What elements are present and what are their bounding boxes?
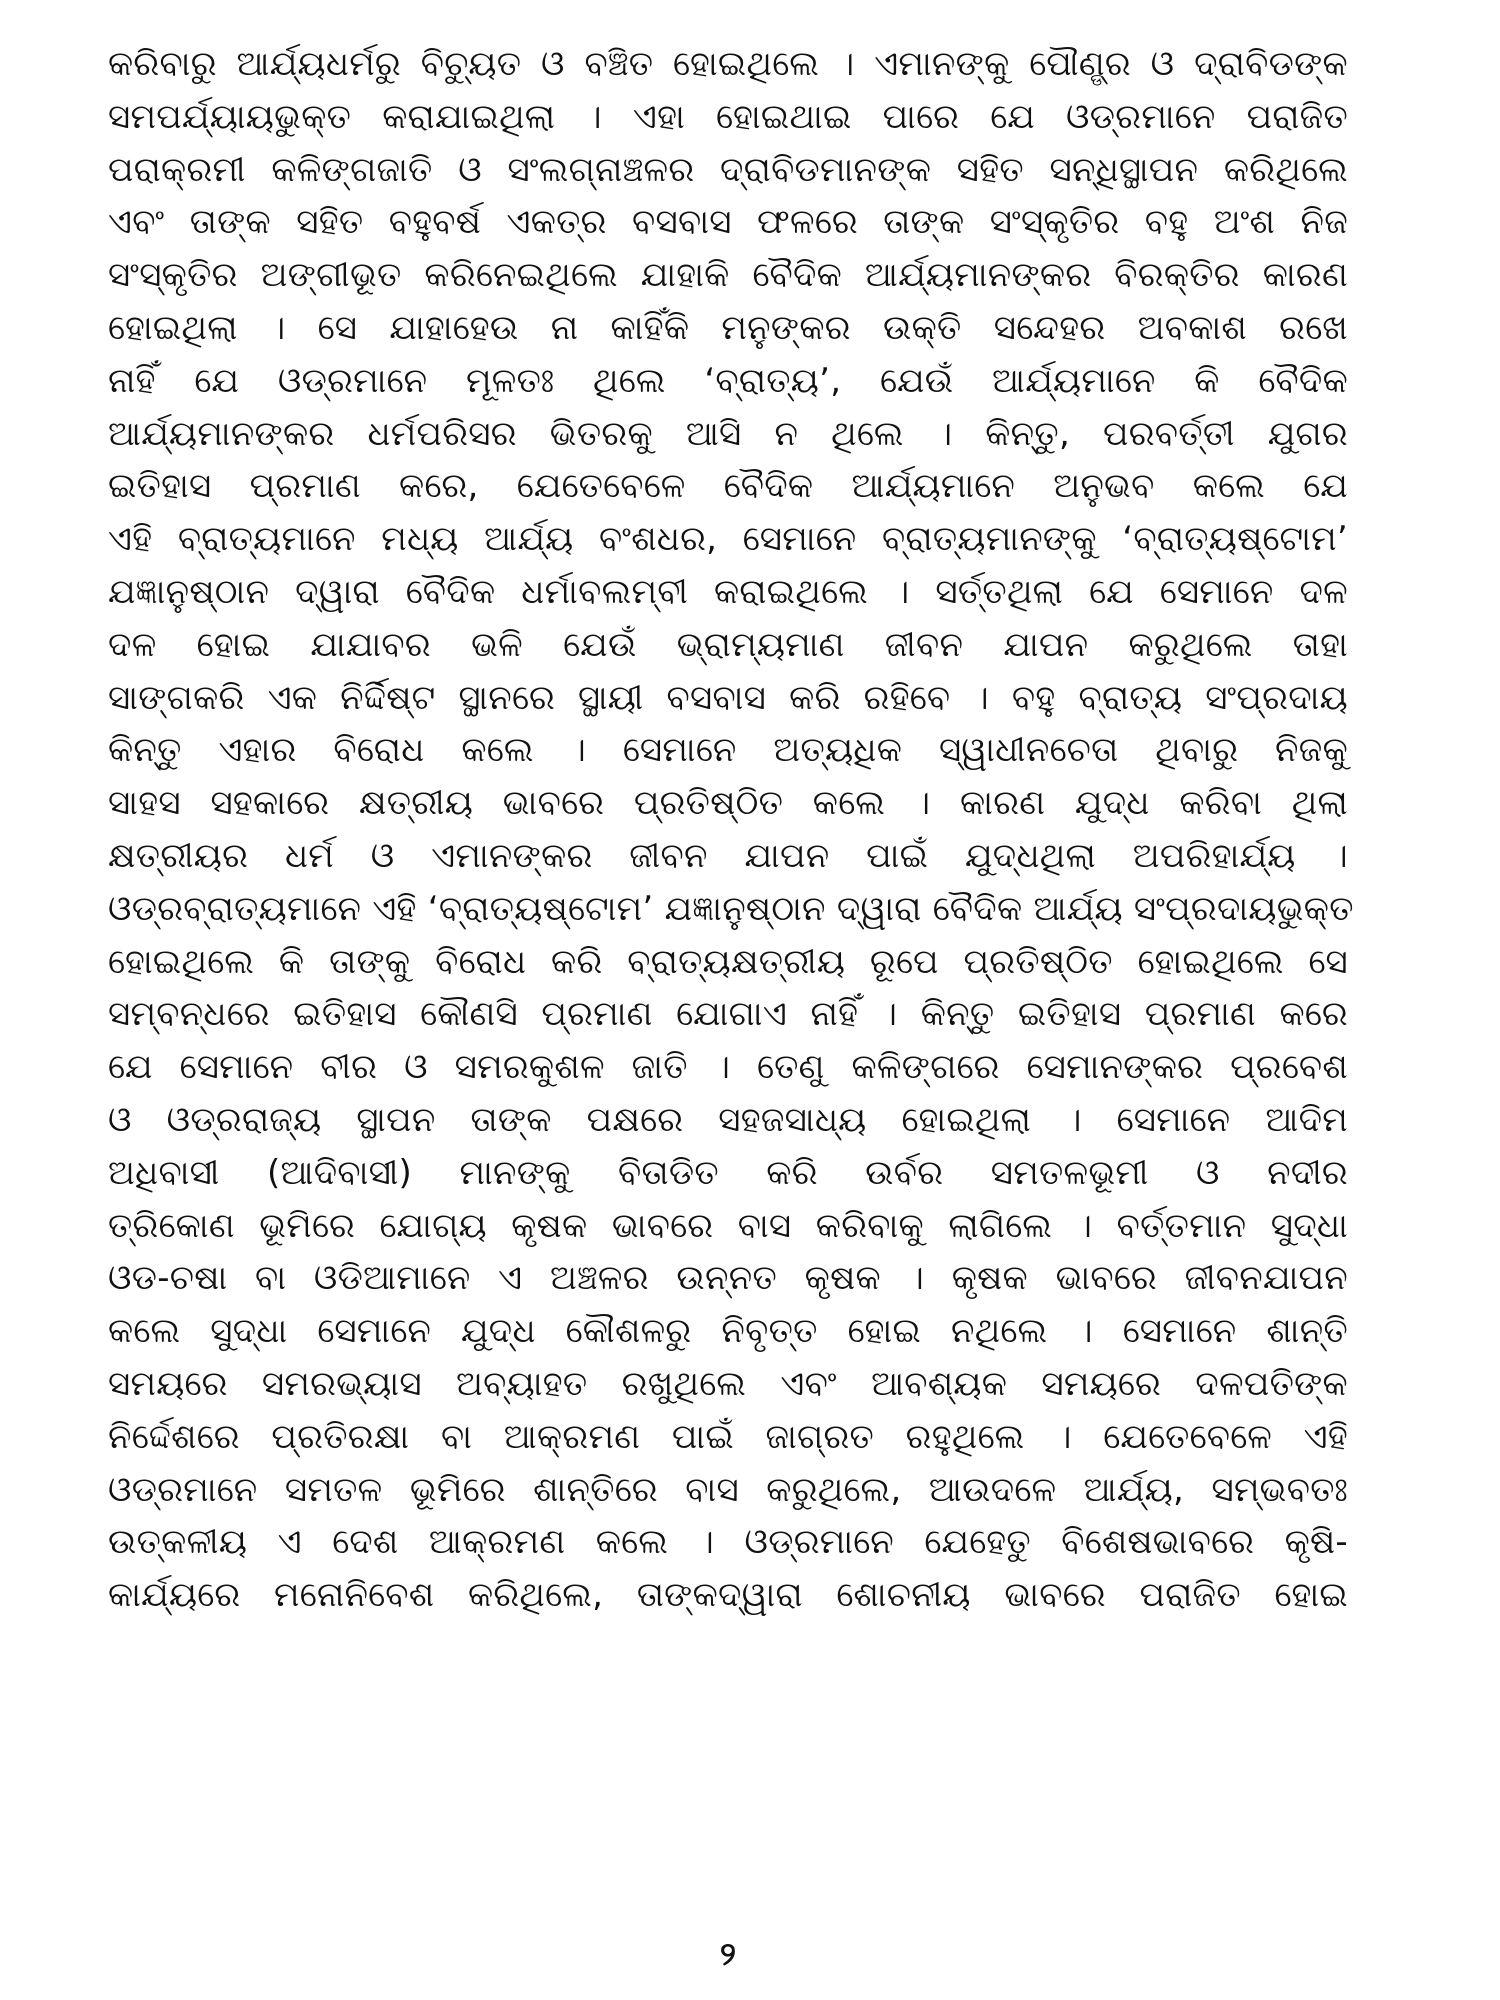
text-line: ନିର୍ଦ୍ଦେଶରେ ପ୍ରତିରକ୍ଷା ବା ଆକ୍ରମଣ ପାଇଁ ଜାଗ୍ରତ ରହୁଥିଲେ । ଯେତେବେଳେ ଏହି xyxy=(108,1416,1348,1457)
text-line: ଓ ଓଡ୍ରରାଜ୍ୟ ସ୍ଥାପନ ତାଙ୍କ ପକ୍ଷରେ ସହଜସାଧ୍ୟ ହୋଇଥିଲା । ସେମାନେ ଆଦିମ xyxy=(108,1099,1348,1140)
text-line: ଏହି ବ୍ରାତ୍ୟମାନେ ମଧ୍ୟ ଆର୍ଯ୍ୟ ବଂଶଧର, ସେମାନେ ବ୍ରାତ୍ୟମାନଙ୍କୁ ‘ବ୍ରାତ୍ୟଷ୍ଟୋମ’ xyxy=(108,519,1348,560)
text-line: ତ୍ରିକୋଣ ଭୂମିରେ ଯୋଗ୍ୟ କୃଷକ ଭାବରେ ବାସ କରିବାକୁ ଲାଗିଲେ । ବର୍ତ୍ତମାନ ସୁଦ୍ଧା xyxy=(108,1205,1348,1246)
text-line: କ୍ଷତ୍ରୀୟର ଧର୍ମ ଓ ଏମାନଙ୍କର ଜୀବନ ଯାପନ ପାଇଁ ଯୁଦ୍ଧଥିଲା ଅପରିହାର୍ଯ୍ୟ । xyxy=(108,835,1348,876)
text-line: ସଂସ୍କୃତିର ଅଙ୍ଗୀଭୂତ କରିନେଇଥିଲେ ଯାହାକି ବୈଦିକ ଆର୍ଯ୍ୟମାନଙ୍କର ବିରକ୍ତିର କାରଣ xyxy=(108,255,1348,296)
text-line: ଏବଂ ତାଙ୍କ ସହିତ ବହୁବର୍ଷ ଏକତ୍ର ବସବାସ ଫଳରେ ତାଙ୍କ ସଂସ୍କୃତିର ବହୁ ଅଂଶ ନିଜ xyxy=(108,202,1348,243)
text-line: ଓଡ-ଚଷା ବା ଓଡିଆମାନେ ଏ ଅଞ୍ଚଳର ଉନ୍ନତ କୃଷକ । କୃଷକ ଭାବରେ ଜୀବନଯାପନ xyxy=(108,1258,1348,1299)
text-line: କରିବାରୁ ଆର୍ଯ୍ୟଧର୍ମରୁ ବିଚ୍ୟୁତ ଓ ବଞ୍ଚିତ ହୋଇଥିଲେ । ଏମାନଙ୍କୁ ପୌଣ୍ଡ୍ର ଓ ଦ୍ରାବିଡଙ୍କ xyxy=(108,44,1348,84)
body-text xyxy=(108,38,1354,1622)
text-line: ଅଧିବାସୀ (ଆଦିବାସୀ) ମାନଙ୍କୁ ବିତାଡିତ କରି ଉର୍ବର ସମତଳଭୂମୀ ଓ ନଦୀର xyxy=(108,1152,1348,1193)
text-line: ସମପର୍ଯ୍ୟାୟଭୁକ୍ତ କରାଯାଇଥିଲା । ଏହା ହୋଇଥାଇ ପାରେ ଯେ ଓଡ୍ରମାନେ ପରାଜିତ xyxy=(108,96,1348,137)
text-line: ଯଜ୍ଞାନୁଷ୍ଠାନ ଦ୍ୱାରା ବୈଦିକ ଧର୍ମାବଲମ୍ବୀ କରାଇଥିଲେ । ସର୍ତ୍ତଥିଲା ଯେ ସେମାନେ ଦଳ xyxy=(108,571,1348,612)
text-line: ସାହସ ସହକାରେ କ୍ଷତ୍ରୀୟ ଭାବରେ ପ୍ରତିଷ୍ଠିତ କଲେ । କାରଣ ଯୁଦ୍ଧ କରିବା ଥିଲା xyxy=(108,783,1348,824)
text-line: ସାଙ୍ଗକରି ଏକ ନିର୍ଦ୍ଦିଷ୍ଟ ସ୍ଥାନରେ ସ୍ଥାୟୀ ବସବାସ କରି ରହିବେ । ବହୁ ବ୍ରାତ୍ୟ ସଂପ୍ରଦାୟ xyxy=(108,677,1348,718)
text-line: ହୋଇଥିଲେ କି ତାଙ୍କୁ ବିରୋଧ କରି ବ୍ରାତ୍ୟକ୍ଷତ୍ରୀୟ ରୂପେ ପ୍ରତିଷ୍ଠିତ ହୋଇଥିଲେ ସେ xyxy=(108,941,1348,982)
text-line: ନାହିଁ ଯେ ଓଡ୍ରମାନେ ମୂଳତଃ ଥିଲେ ‘ବ୍ରାତ୍ୟ’, ଯେଉଁ ଆର୍ଯ୍ୟମାନେ କି ବୈଦିକ xyxy=(108,360,1348,401)
text-line: କିନ୍ତୁ ଏହାର ବିରୋଧ କଲେ । ସେମାନେ ଅତ୍ୟଧିକ ସ୍ୱାଧୀନଚେତା ଥିବାରୁ ନିଜକୁ xyxy=(108,730,1348,771)
text-line: କାର୍ଯ୍ୟରେ ମନୋନିବେଶ କରିଥିଲେ, ତାଙ୍କଦ୍ୱାରା ଶୋଚନୀୟ ଭାବରେ ପରାଜିତ ହୋଇ xyxy=(108,1575,1348,1616)
text-line: ସମ୍ବନ୍ଧରେ ଇତିହାସ କୌଣସି ପ୍ରମାଣ ଯୋଗାଏ ନାହିଁ । କିନ୍ତୁ ଇତିହାସ ପ୍ରମାଣ କରେ xyxy=(108,994,1348,1035)
text-line: ଇତିହାସ ପ୍ରମାଣ କରେ, ଯେତେବେଳେ ବୈଦିକ ଆର୍ଯ୍ୟମାନେ ଅନୁଭବ କଲେ ଯେ xyxy=(108,466,1348,507)
text-line: ଯେ ସେମାନେ ବୀର ଓ ସମରକୁଶଳ ଜାତି । ତେଣୁ କଳିଙ୍ଗରେ ସେମାନଙ୍କର ପ୍ରବେଶ xyxy=(108,1047,1348,1088)
page-number: ୨ xyxy=(720,1935,736,1973)
book-page xyxy=(108,38,1354,1973)
text-line: ଓଡ୍ରମାନେ ସମତଳ ଭୂମିରେ ଶାନ୍ତିରେ ବାସ କରୁଥିଲେ, ଆଉଦଳେ ଆର୍ଯ୍ୟ, ସମ୍ଭବତଃ xyxy=(108,1469,1348,1510)
text-line: ଓଡ୍ରବ୍ରାତ୍ୟମାନେ ଏହି ‘ବ୍ରାତ୍ୟଷ୍ଟୋମ’ ଯଜ୍ଞାନୁଷ୍ଠାନ ଦ୍ୱାରା ବୈଦିକ ଆର୍ଯ୍ୟ ସଂପ୍ରଦାୟଭୁକ୍ତ xyxy=(108,888,1354,929)
text-line: ଉତ୍କଳୀୟ ଏ ଦେଶ ଆକ୍ରମଣ କଲେ । ଓଡ୍ରମାନେ ଯେହେତୁ ବିଶେଷଭାବରେ କୃଷି- xyxy=(108,1522,1348,1563)
text-line: ଦଳ ହୋଇ ଯାଯାବର ଭଳି ଯେଉଁ ଭ୍ରାମ୍ୟମାଣ ଜୀବନ ଯାପନ କରୁଥିଲେ ତାହା xyxy=(108,624,1348,665)
text-line: ଆର୍ଯ୍ୟମାନଙ୍କର ଧର୍ମପରିସର ଭିତରକୁ ଆସି ନ ଥିଲେ । କିନ୍ତୁ, ପରବର୍ତ୍ତୀ ଯୁଗର xyxy=(108,413,1348,454)
text-line: ପରାକ୍ରମୀ କଳିଙ୍ଗଜାତି ଓ ସଂଲଗ୍ନାଞ୍ଚଳର ଦ୍ରାବିଡମାନଙ୍କ ସହିତ ସନ୍ଧିସ୍ଥାପନ କରିଥିଲେ xyxy=(108,149,1348,190)
text-line: ସମୟରେ ସମରଭ୍ୟାସ ଅବ୍ୟାହତ ରଖୁଥିଲେ ଏବଂ ଆବଶ୍ୟକ ସମୟରେ ଦଳପତିଙ୍କ xyxy=(108,1363,1348,1404)
text-line: କଲେ ସୁଦ୍ଧା ସେମାନେ ଯୁଦ୍ଧ କୌଶଳରୁ ନିବୃତ୍ତ ହୋଇ ନଥିଲେ । ସେମାନେ ଶାନ୍ତି xyxy=(108,1311,1348,1352)
text-line: ହୋଇଥିଲା । ସେ ଯାହାହେଉ ନା କାହିଁକି ମନୁଙ୍କର ଉକ୍ତି ସନ୍ଦେହର ଅବକାଶ ରଖେ xyxy=(108,307,1348,348)
